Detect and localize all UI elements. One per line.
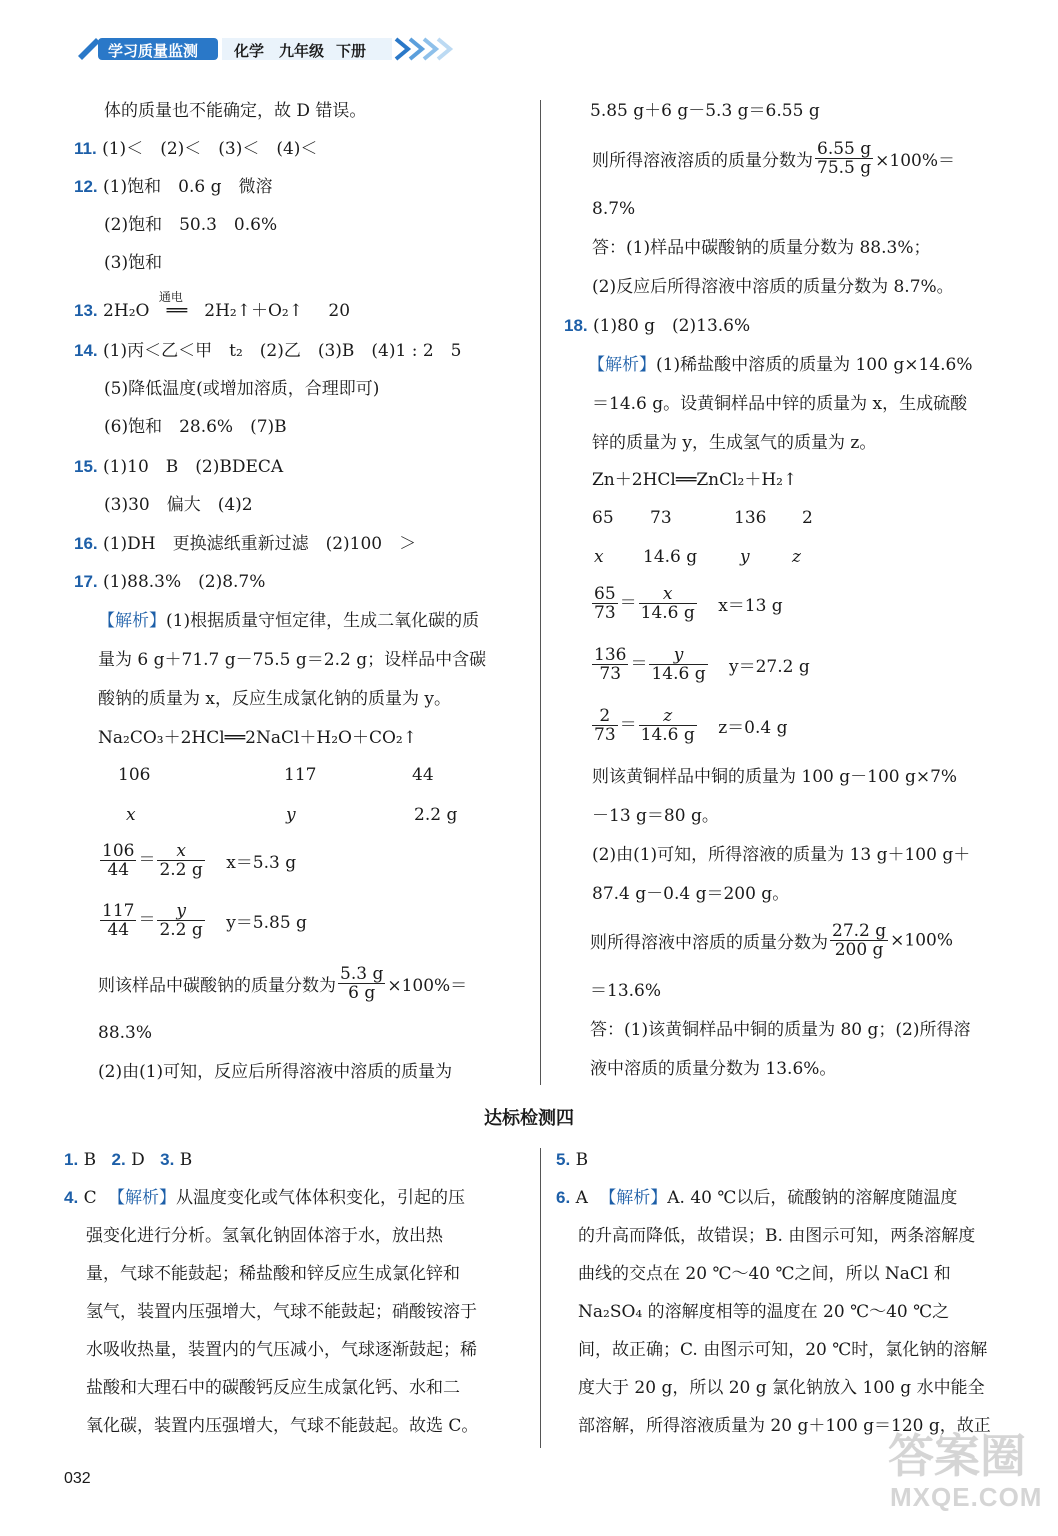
section-title: 达标检测四 [484, 1108, 574, 1128]
q6-number: 6. [556, 1188, 571, 1207]
frac-den: 73 [599, 664, 622, 684]
q14-answer-a: (1)丙＜乙＜甲 t₂ (2)乙 (3)B (4)1 : 2 5 [103, 341, 462, 361]
left-line-0: 体的质量也不能确定，故 D 错误。 [104, 101, 367, 121]
q5-answer: B [575, 1150, 589, 1170]
q5-number: 5. [556, 1150, 571, 1169]
header-subject: 化学 [234, 43, 265, 60]
right-line-3: 答：(1)样品中碳酸钠的质量分数为 88.3%； [592, 238, 931, 258]
q18 [564, 315, 750, 337]
right-line-0: 5.85 g＋6 g－5.3 g＝6.55 g [590, 101, 820, 121]
q18-result-3: z＝0.4 g [718, 718, 788, 738]
q18-var-4: z [792, 547, 801, 567]
frac-den: 44 [107, 860, 130, 880]
q6-answer: A [575, 1188, 588, 1208]
q17-part2: (2)由(1)可知，反应后所得溶液中溶质的质量为 [98, 1062, 453, 1082]
frac-den: 75.5 g [817, 158, 872, 178]
q12-answer-a: (1)饱和 0.6 g 微溶 [103, 177, 273, 197]
header-volume: 下册 [336, 43, 367, 60]
q17-var-1: x [126, 805, 136, 825]
q17-var-3: 2.2 g [414, 805, 458, 825]
q17-var-2: y [286, 805, 296, 825]
q4-number: 4. [64, 1188, 79, 1207]
q12-number: 12. [74, 177, 98, 196]
q4-line-3: 量，气球不能鼓起；稀盐酸和锌反应生成氯化锌和 [86, 1264, 460, 1284]
q18-percentage [590, 922, 953, 959]
header-grade: 九年级 [279, 43, 325, 60]
q18-pct-post: ×100% [890, 930, 953, 951]
right-line-4: (2)反应后所得溶液中溶质的质量分数为 8.7%。 [592, 277, 954, 297]
right-pct-post: ×100%＝ [875, 151, 955, 171]
column-divider-top [540, 100, 541, 1085]
q4-line-7: 氧化碳，装置内压强增大，气球不能鼓起。故选 C。 [86, 1416, 479, 1436]
q12-answer-c: (3)饱和 [104, 253, 163, 273]
q2-answer: D [131, 1150, 145, 1170]
watermark-text: 答案圈 [888, 1430, 1026, 1482]
q16 [74, 533, 416, 555]
frac-den: 6 g [348, 983, 376, 1003]
q18-answer-2: 液中溶质的质量分数为 13.6%。 [590, 1059, 837, 1079]
q18-analysis-1 [588, 354, 972, 376]
q13-condition-arrow: 通电 ══ [155, 300, 199, 322]
q17-mass-3: 44 [412, 765, 434, 785]
q17-analysis-1 [98, 610, 479, 632]
q17-mass-1: 106 [118, 765, 151, 785]
q4-line-4: 氢气，装置内压强增大，气球不能鼓起；硝酸铵溶于 [86, 1302, 477, 1322]
q16-number: 16. [74, 534, 98, 553]
frac-den: 44 [107, 920, 130, 940]
frac-den: 14.6 g [640, 603, 695, 623]
q6-line-5: 间，故正确；C. 由图示可知，20 ℃时，氯化钠的溶解 [578, 1340, 988, 1360]
q6-line-4: Na₂SO₄ 的溶解度相等的温度在 20 ℃～40 ℃之 [578, 1302, 950, 1322]
frac-num: 65 [594, 584, 616, 604]
answers-1-3 [64, 1149, 192, 1171]
q17-pct-result: 88.3% [98, 1023, 153, 1043]
frac-num: 2 [592, 707, 618, 726]
watermark-logo [880, 1420, 1043, 1530]
q18-mass-4: 2 [802, 508, 813, 528]
q17-pct-text: 则该样品中碳酸钠的质量分数为 [98, 976, 336, 996]
q18-answer: (1)80 g (2)13.6% [593, 316, 751, 336]
right-percentage [592, 140, 955, 177]
frac-num: 106 [102, 841, 135, 861]
q15 [74, 456, 283, 478]
q6-line-2: 的升高而降低，故错误；B. 由图示可知，两条溶解度 [578, 1226, 976, 1246]
q17-analysis-text-1: (1)根据质量守恒定律，生成二氧化碳的质 [166, 611, 480, 631]
q18-solution-2: 87.4 g－0.4 g＝200 g。 [592, 884, 790, 904]
frac-num: y [649, 646, 707, 665]
frac-den: 73 [594, 603, 616, 623]
q18-analysis-text-1: (1)稀盐酸中溶质的质量为 100 g×14.6% [656, 355, 973, 375]
q12 [74, 176, 272, 198]
q4-line-2: 强变化进行分析。氢氧化钠固体溶于水，放出热 [86, 1226, 443, 1246]
frac-den: 14.6 g [651, 664, 706, 684]
q2-number: 2. [111, 1150, 126, 1169]
q18-copper-1: 则该黄铜样品中铜的质量为 100 g－100 g×7% [592, 767, 958, 787]
q17-result-2: y＝5.85 g [226, 913, 307, 933]
q18-analysis-2: ＝14.6 g。设黄铜样品中锌的质量为 x，生成硫酸 [592, 394, 968, 414]
q4-analysis-label: 【解析】 [108, 1188, 177, 1208]
q11-answer: (1)＜ (2)＜ (3)＜ (4)＜ [102, 139, 318, 159]
q13-condition: 通电 [158, 290, 183, 304]
frac-num: z [639, 707, 697, 726]
q18-answer-1: 答：(1)该黄铜样品中铜的质量为 80 g；(2)所得溶 [590, 1020, 971, 1040]
q1-number: 1. [64, 1150, 79, 1169]
q6-line-7: 部溶解，所得溶液质量为 20 g＋100 g＝120 g，故正 [578, 1416, 991, 1436]
q18-proportion-1: $\frac{65}{73}$ ＝ $\frac{x}{14.6 g}$ x＝13 g [594, 584, 783, 623]
q4-line-6: 盐酸和大理石中的碳酸钙反应生成氯化钙、水和二 [86, 1378, 460, 1398]
q18-var-3: y [740, 547, 750, 567]
q17-analysis-3: 酸钠的质量为 x，反应生成氯化钠的质量为 y。 [98, 689, 451, 709]
q18-copper-2: －13 g＝80 g。 [592, 806, 719, 826]
q6-line-1: A. 40 ℃以后，硫酸钠的溶解度随温度 [667, 1188, 958, 1208]
frac-num: x [639, 585, 697, 604]
q13 [74, 290, 351, 322]
header-brand: 学习质量监测 [108, 43, 199, 60]
q18-mass-1: 65 [592, 508, 614, 528]
q12-answer-b: (2)饱和 50.3 0.6% [104, 215, 278, 235]
frac-den: 200 g [834, 940, 884, 960]
q18-analysis-3: 锌的质量为 y，生成氢气的质量为 z。 [592, 433, 877, 453]
q13-rhs: 2H₂↑＋O₂↑ [204, 301, 303, 321]
right-pct-text: 则所得溶液溶质的质量分数为 [592, 151, 813, 171]
q15-answer-b: (3)30 偏大 (4)2 [104, 495, 253, 515]
q17-proportion-2: $\frac{117}{44}$ ＝ $\frac{y}{2.2 g}$ y＝5.85 g [102, 901, 307, 940]
frac-den: 73 [594, 725, 616, 745]
q13-answer: 20 [328, 301, 351, 321]
q18-number: 18. [564, 316, 588, 335]
q18-equation: Zn＋2HCl══ZnCl₂＋H₂↑ [592, 470, 798, 490]
q18-analysis-label: 【解析】 [588, 355, 656, 375]
q17-proportion-1: $\frac{106}{44}$ ＝ $\frac{x}{2.2 g}$ x＝5.3 g [102, 841, 297, 880]
right-line-2: 8.7% [592, 199, 636, 219]
frac-num: y [157, 902, 204, 921]
q18-proportion-2: $\frac{136}{73}$ ＝ $\frac{y}{14.6 g}$ y＝27.2 g [594, 645, 810, 684]
q17-equation: Na₂CO₃＋2HCl══2NaCl＋H₂O＋CO₂↑ [98, 728, 417, 748]
q18-var-1: x [594, 547, 604, 567]
q4-line-5: 水吸收热量，装置内的气压减小，气球逐渐鼓起；稀 [86, 1340, 477, 1360]
q18-mass-3: 136 [734, 508, 767, 528]
frac-num: 117 [102, 901, 135, 921]
column-divider-bottom [540, 1148, 541, 1448]
q3-answer: B [179, 1150, 193, 1170]
frac-den: 2.2 g [159, 920, 203, 940]
q1-answer: B [83, 1150, 97, 1170]
q17-mass-2: 117 [284, 765, 317, 785]
q3-number: 3. [160, 1150, 175, 1169]
frac-den: 2.2 g [159, 860, 203, 880]
q13-number: 13. [74, 301, 98, 320]
frac-num: 136 [594, 645, 627, 665]
q17-result-1: x＝5.3 g [226, 853, 297, 873]
q18-proportion-3: $\frac{2}{73}$ ＝ $\frac{z}{14.6 g}$ z＝0.4 g [594, 706, 788, 745]
q16-answer: (1)DH 更换滤纸重新过滤 (2)100 ＞ [103, 534, 417, 554]
q17-analysis-label: 【解析】 [98, 611, 166, 631]
frac-num: 5.3 g [340, 964, 384, 984]
q6-line-3: 曲线的交点在 20 ℃～40 ℃之间，所以 NaCl 和 [578, 1264, 951, 1284]
q6-line-6: 度大于 20 g，所以 20 g 氯化钠放入 100 g 水中能全 [578, 1378, 985, 1398]
q18-result-1: x＝13 g [718, 596, 783, 616]
q4-answer: C [83, 1188, 97, 1208]
q17-pct-post: ×100%＝ [387, 976, 468, 996]
q11-number: 11. [74, 139, 97, 158]
q17 [74, 571, 265, 593]
q18-solution-1: (2)由(1)可知，所得溶液的质量为 13 g＋100 g＋ [592, 845, 971, 865]
q15-answer-a: (1)10 B (2)BDECA [103, 457, 284, 477]
q15-number: 15. [74, 457, 98, 476]
q6 [556, 1187, 957, 1209]
q13-lhs: 2H₂O [103, 301, 150, 321]
q17-percentage [98, 965, 467, 1002]
q6-analysis-label: 【解析】 [599, 1188, 668, 1208]
q18-var-2: 14.6 g [643, 547, 698, 567]
q18-pct-result: ＝13.6% [590, 981, 662, 1001]
q14-answer-c: (6)饱和 28.6% (7)B [104, 417, 287, 437]
q14 [74, 340, 462, 362]
q11 [74, 138, 317, 160]
q18-pct-text: 则所得溶液中溶质的质量分数为 [590, 933, 828, 953]
q4 [64, 1187, 465, 1209]
q18-mass-2: 73 [650, 508, 672, 528]
q17-number: 17. [74, 572, 98, 591]
frac-num: 27.2 g [832, 921, 887, 941]
q5 [556, 1149, 588, 1171]
q17-answer: (1)88.3% (2)8.7% [103, 572, 266, 592]
frac-num: 6.55 g [817, 139, 872, 159]
q18-result-2: y＝27.2 g [729, 657, 810, 677]
frac-den: 14.6 g [640, 725, 695, 745]
q14-answer-b: (5)降低温度(或增加溶质，合理即可) [104, 379, 380, 399]
watermark-url: MXQE.COM [890, 1482, 1043, 1512]
frac-num: x [157, 842, 204, 861]
q17-analysis-2: 量为 6 g＋71.7 g－75.5 g＝2.2 g；设样品中含碳 [98, 650, 487, 670]
page-number: 032 [64, 1470, 91, 1487]
q4-line-1: 从温度变化或气体体积变化，引起的压 [176, 1188, 466, 1208]
q14-number: 14. [74, 341, 98, 360]
